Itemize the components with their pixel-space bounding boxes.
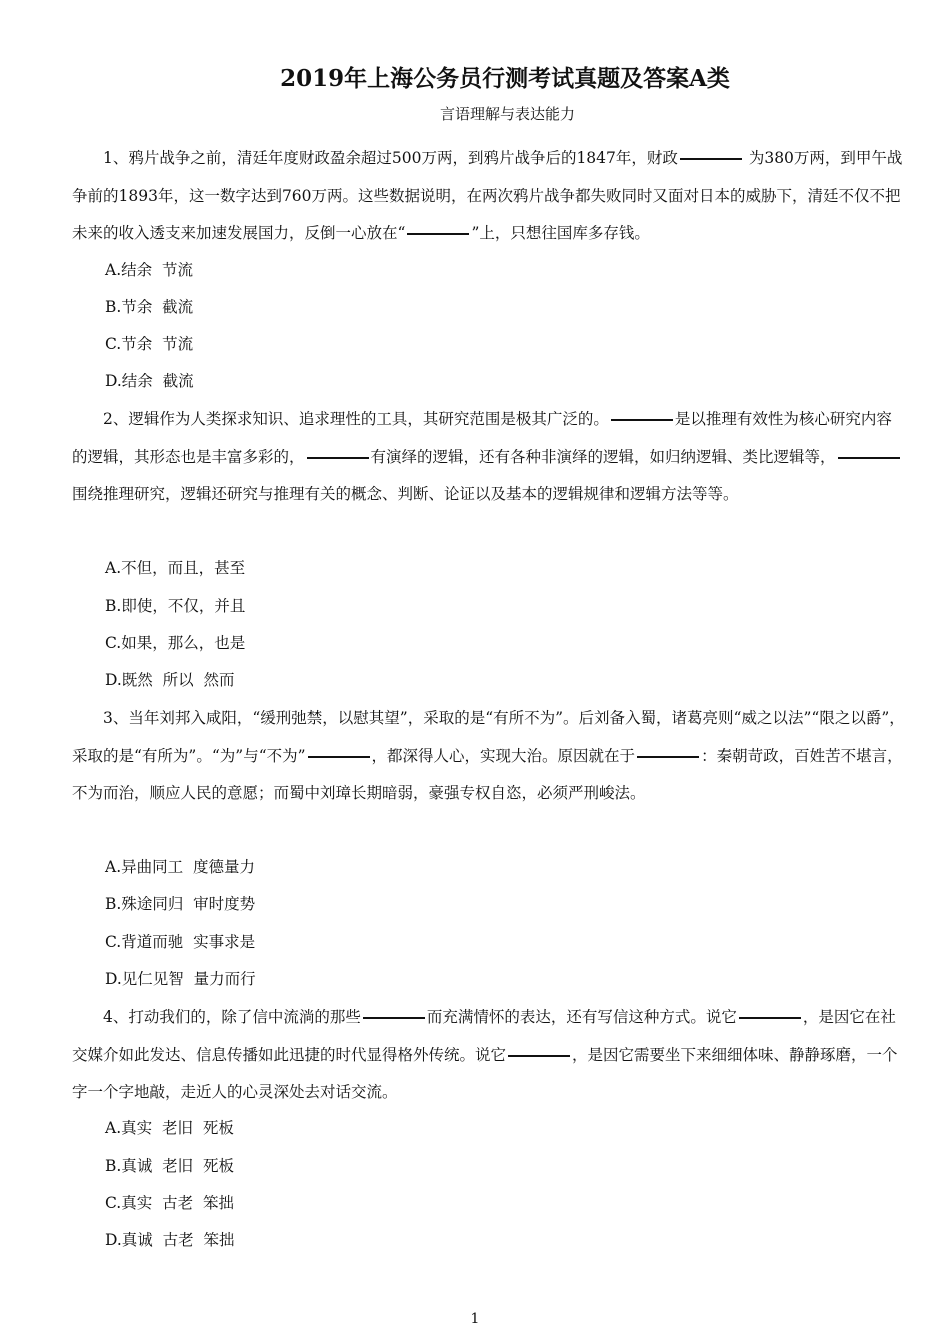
question-3-option-b: B.殊途同归 审时度势 bbox=[105, 895, 256, 913]
question-text: 围绕推理研究，逻辑还研究与推理有关的概念、判断、论证以及基本的逻辑规律和逻辑方法等等。 bbox=[72, 485, 739, 503]
document-title: 2019年上海公务员行测考试真题及答案A类 bbox=[280, 65, 730, 92]
answer-blank bbox=[363, 1017, 425, 1019]
question-text: 2、逻辑作为人类探求知识、追求理性的工具，其研究范围是极其广泛的。 bbox=[103, 410, 609, 428]
question-3-option-a: A.异曲同工 度德量力 bbox=[105, 858, 255, 876]
question-text: ，都深得人心，实现大治。原因就在于 bbox=[371, 746, 636, 765]
question-1-option-b: B.节余 截流 bbox=[105, 298, 194, 316]
question-4-option-a: A.真实 老旧 死板 bbox=[105, 1119, 234, 1137]
question-2-option-d: D.既然 所以 然而 bbox=[105, 671, 235, 689]
question-1-option-a: A.结余 节流 bbox=[105, 261, 193, 279]
answer-blank bbox=[308, 756, 370, 758]
question-2-option-b: B.即使，不仅，并且 bbox=[105, 597, 246, 615]
question-4-stem bbox=[72, 999, 907, 1112]
answer-blank bbox=[637, 756, 699, 758]
question-text: 4、打动我们的，除了信中流淌的那些 bbox=[103, 1008, 361, 1026]
question-1-option-c: C.节余 节流 bbox=[105, 335, 194, 353]
answer-blank bbox=[307, 457, 369, 459]
question-text: 3、当年刘邦入咸阳，“缓刑弛禁，以慰其望”，采取的是“有所不为”。后刘备入蜀，诸葛亮则“威之以法”“限之以爵”，采取的是“有所为”。“为”与“不为” bbox=[72, 709, 905, 765]
question-text: ，是因它需要坐下来细细体味、静静琢磨，一个字一个字地敲，走近人的心灵深处去对话交流。 bbox=[72, 1045, 898, 1101]
question-text: 有演绎的逻辑，还有各种非演绎的逻辑，如归纳逻辑、类比逻辑等， bbox=[370, 447, 836, 466]
question-text: ：秦朝苛政，百姓苦不堪言，不为而治，顺应人民的意愿；而蜀中刘璋长期暗弱，豪强专权自恣，必须严刑峻法。 bbox=[72, 746, 903, 802]
question-text: 1、鸦片战争之前，清廷年度财政盈余超过500万两，到鸦片战争后的1847年，财政 bbox=[103, 149, 678, 167]
answer-blank bbox=[407, 233, 469, 235]
section-heading: 言语理解与表达能力 bbox=[439, 105, 575, 123]
question-3-stem bbox=[72, 700, 907, 813]
answer-blank bbox=[838, 457, 900, 459]
question-4-option-b: B.真诚 老旧 死板 bbox=[105, 1157, 235, 1175]
page-number: 1 bbox=[470, 1311, 480, 1327]
question-4-option-c: C.真实 古老 笨拙 bbox=[105, 1194, 234, 1212]
question-2-option-a: A.不但，而且，甚至 bbox=[105, 559, 246, 577]
question-text: 为380万两，到甲午战争前的1893年，这一数字达到760万两。这些数据说明，在两次鸦片战争都失败同时又面对日本的威胁下，清廷不仅不把未来的收入透支来加速发展国力，反倒一心放在“ bbox=[72, 149, 903, 242]
question-text: ，是因它在社交媒介如此发达、信息传播如此迅捷的时代显得格外传统。说它 bbox=[72, 1008, 896, 1064]
answer-blank bbox=[739, 1017, 801, 1019]
question-text: 而充满情怀的表达，还有写信这种方式。说它 bbox=[426, 1008, 737, 1026]
answer-blank bbox=[611, 419, 673, 421]
question-1-stem bbox=[72, 140, 907, 253]
question-3-option-c: C.背道而驰 实事求是 bbox=[105, 933, 256, 951]
answer-blank bbox=[680, 158, 742, 160]
answer-blank bbox=[508, 1055, 570, 1057]
question-4-option-d: D.真诚 古老 笨拙 bbox=[105, 1231, 235, 1249]
question-3-option-d: D.见仁见智 量力而行 bbox=[105, 970, 256, 988]
question-1-option-d: D.结余 截流 bbox=[105, 372, 194, 390]
question-2-stem bbox=[72, 401, 907, 514]
question-text: 是以推理有效性为核心研究内容的逻辑，其形态也是丰富多彩的， bbox=[72, 410, 892, 466]
question-text: ”上，只想往国库多存钱。 bbox=[471, 224, 650, 242]
question-2-option-c: C.如果，那么，也是 bbox=[105, 634, 246, 652]
